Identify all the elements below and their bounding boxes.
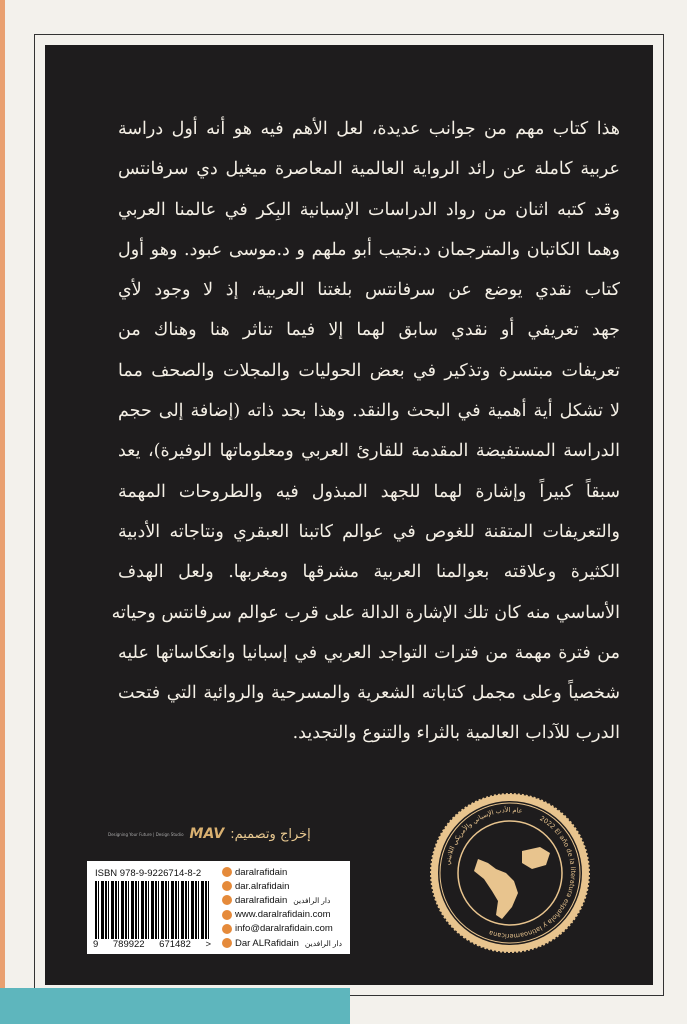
blurb-line: هذا كتاب مهم من جوانب عديدة، لعل الأهم فيه هو أنه أول دراسة: [118, 119, 620, 139]
design-credit: [108, 826, 311, 842]
blurb-line: وقد كتبه اثنان من رواد الدراسات الإسبانية البِكر في عالمنا العربي: [118, 199, 620, 220]
teal-strip: [0, 988, 350, 1024]
contact-twitter[interactable]: [222, 865, 342, 879]
contact-text: daralrafidain: [235, 894, 288, 906]
isbn-label: ISBN 978-9-9226714-8-2: [95, 868, 202, 879]
blurb-line: لا تشكل أية أهمية في البحث والنقد. وهذا بحد ذاته (إضافة إلى حجم: [118, 401, 620, 422]
contact-facebook[interactable]: [222, 893, 342, 907]
blurb-line: الدراسة المستفيضة المقدمة للقارئ العربي ومعلوماتها الوفيرة)، يعد: [118, 441, 620, 462]
blurb-line: شخصياً وعلى مجمل كتاباته الشعرية والمسرحية والروائية التي فتحت: [118, 683, 620, 704]
contact-text: info@daralrafidain.com: [235, 923, 333, 935]
blurb-line: الدرب للآداب العالمية بالثراء والتنوع والتجديد.: [292, 723, 620, 744]
facebook-icon: [222, 895, 232, 905]
contact-instagram[interactable]: [222, 879, 342, 893]
contact-text: Dar ALRafidain: [235, 937, 299, 949]
credit-label: إخراج وتصميم:: [230, 826, 311, 842]
seal-year: 2022: [538, 814, 557, 831]
email-icon: [222, 924, 232, 934]
blurb-line: الكثيرة وعلاقته بعوالمنا العربية مشرقها ومغربها. ولعل الهدف: [118, 562, 620, 583]
blurb-line: من فترة مهمة من فترات التواجد العربي في إسبانيا وانعكاساتها عليه: [118, 642, 620, 663]
blurb-line: تعريفات مبتسرة وتذكير في بعض الحوليات والمجلات والصحف مما: [118, 360, 620, 381]
blurb-line: سبقاً كبيراً وإشارة لهما للجهد المبذول فيه والطروحات المهمة: [118, 481, 620, 502]
barcode-digit: >: [205, 939, 211, 950]
spine-edge: [0, 0, 5, 990]
contact-arabic: دار الرافدين: [293, 895, 331, 905]
barcode-digit: 671482: [159, 939, 191, 950]
contact-text: www.daralrafidain.com: [235, 909, 331, 921]
seal-text: El año de la literatura española y latinoamericana: [487, 826, 578, 941]
barcode: [95, 881, 210, 939]
contact-arabic: دار الرافدين: [304, 938, 342, 948]
contact-youtube[interactable]: [222, 936, 342, 950]
contact-text: daralrafidain: [235, 866, 288, 878]
blurb-line: والتعريفات المتقنة للغوص في عوالم كاتبنا العبقري ونتاجاته الأدبية: [118, 521, 620, 542]
barcode-digit: 789922: [112, 939, 145, 950]
barcode-digits: [91, 939, 213, 950]
contact-website[interactable]: [222, 908, 342, 922]
studio-tagline: Designing Your Future | Design Studio: [108, 831, 184, 837]
instagram-icon: [222, 881, 232, 891]
literature-year-seal: [430, 793, 590, 953]
barcode-digit: 9: [93, 939, 99, 950]
blurb: [111, 112, 620, 757]
contact-email[interactable]: [222, 922, 342, 936]
twitter-icon: [222, 867, 232, 877]
web-icon: [222, 910, 232, 920]
seal-text-arabic: عام الأدب الإسباني والأمريكي اللاتيني: [443, 805, 524, 866]
studio-logo: MAV: [189, 826, 225, 842]
blurb-line: كتاب نقدي يوضع عن سرفانتس بلغتنا العربية، إذ لا وجود لأي: [118, 280, 620, 301]
contact-text: dar.alrafidain: [235, 880, 290, 892]
blurb-line: الأساسي منه كان تلك الإشارة الدالة على قرب عوالم سرفانتس وحياته: [111, 602, 620, 623]
blurb-line: جهد تعريفي أو نقدي سابق لهما إلا فيما تناثر هنا وهناك من: [118, 320, 620, 341]
publisher-info-box: [87, 861, 350, 954]
blurb-line: عربية كاملة عن رائد الرواية العالمية المعاصرة ميغيل دي سرفانتس: [118, 159, 620, 180]
contact-list: [222, 865, 342, 950]
youtube-icon: [222, 938, 232, 948]
blurb-line: وهما الكاتبان والمترجمان د.نجيب أبو ملهم و د.موسى عبود. وهو أول: [118, 239, 620, 260]
